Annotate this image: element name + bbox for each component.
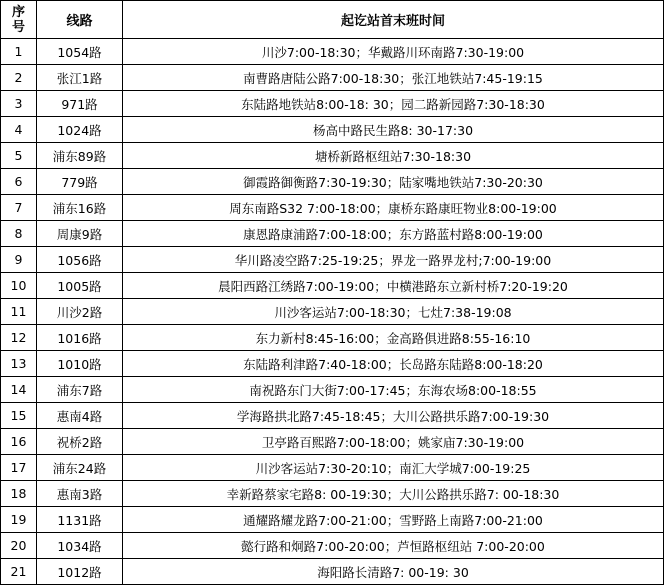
table-row [1,221,664,247]
times-cell: 东陆路利津路7:40-18:00；长岛路东陆路8:00-18:20 [123,351,664,377]
times-cell: 康恩路康浦路7:00-18:00；东方路蓝村路8:00-19:00 [123,221,664,247]
times-cell: 卫亭路百熙路7:00-18:00；姚家庙7:30-19:00 [123,429,664,455]
seq-cell: 2 [1,65,37,91]
route-cell: 浦东89路 [37,143,123,169]
seq-cell: 12 [1,325,37,351]
seq-cell: 9 [1,247,37,273]
route-cell: 971路 [37,91,123,117]
times-header: 起讫站首末班时间 [123,1,664,39]
times-cell: 杨高中路民生路8: 30-17:30 [123,117,664,143]
seq-header-bottom: 号 [11,19,25,35]
seq-cell: 7 [1,195,37,221]
times-cell: 川沙客运站7:00-18:30；七灶7:38-19:08 [123,299,664,325]
route-cell: 1034路 [37,533,123,559]
table-row [1,351,664,377]
route-cell: 779路 [37,169,123,195]
seq-cell: 8 [1,221,37,247]
seq-cell: 16 [1,429,37,455]
table-row [1,429,664,455]
seq-cell: 5 [1,143,37,169]
table-row [1,325,664,351]
route-cell: 浦东7路 [37,377,123,403]
seq-header [1,1,37,39]
seq-cell: 11 [1,299,37,325]
times-cell: 周东南路S32 7:00-18:00；康桥东路康旺物业8:00-19:00 [123,195,664,221]
route-cell: 惠南3路 [37,481,123,507]
seq-cell: 6 [1,169,37,195]
table-row [1,39,664,65]
route-cell: 1016路 [37,325,123,351]
times-cell: 晨阳西路江绣路7:00-19:00；中横港路东立新村桥7:20-19:20 [123,273,664,299]
table-row [1,481,664,507]
table-row [1,559,664,585]
table-row [1,169,664,195]
table-row [1,117,664,143]
table-row [1,65,664,91]
route-cell: 祝桥2路 [37,429,123,455]
seq-header-top: 序 [11,4,25,20]
times-cell: 海阳路长清路7: 00-19: 30 [123,559,664,585]
times-cell: 川沙7:00-18:30；华戴路川环南路7:30-19:00 [123,39,664,65]
route-cell: 川沙2路 [37,299,123,325]
route-cell: 周康9路 [37,221,123,247]
seq-cell: 15 [1,403,37,429]
times-cell: 懿行路和炯路7:00-20:00；芦恒路枢纽站 7:00-20:00 [123,533,664,559]
table-row [1,507,664,533]
route-cell: 张江1路 [37,65,123,91]
seq-cell: 19 [1,507,37,533]
route-cell: 惠南4路 [37,403,123,429]
seq-cell: 1 [1,39,37,65]
table-row [1,143,664,169]
route-cell: 1054路 [37,39,123,65]
route-cell: 1012路 [37,559,123,585]
table-row [1,273,664,299]
route-cell: 浦东24路 [37,455,123,481]
times-cell: 御霞路御衡路7:30-19:30；陆家嘴地铁站7:30-20:30 [123,169,664,195]
table-row [1,403,664,429]
seq-cell: 17 [1,455,37,481]
times-cell: 幸新路蔡家宅路8: 00-19:30；大川公路拱乐路7: 00-18:30 [123,481,664,507]
route-cell: 1005路 [37,273,123,299]
route-cell: 1131路 [37,507,123,533]
table-row [1,299,664,325]
times-cell: 华川路凌空路7:25-19:25；界龙一路界龙村;7:00-19:00 [123,247,664,273]
times-cell: 学海路拱北路7:45-18:45；大川公路拱乐路7:00-19:30 [123,403,664,429]
times-cell: 南祝路东门大街7:00-17:45；东海农场8:00-18:55 [123,377,664,403]
times-cell: 川沙客运站7:30-20:10；南汇大学城7:00-19:25 [123,455,664,481]
times-cell: 通耀路耀龙路7:00-21:00；雪野路上南路7:00-21:00 [123,507,664,533]
route-header: 线路 [37,1,123,39]
seq-cell: 4 [1,117,37,143]
times-cell: 塘桥新路枢纽站7:30-18:30 [123,143,664,169]
header-row [1,1,664,39]
table-row [1,533,664,559]
times-cell: 东力新村8:45-16:00；金高路俱进路8:55-16:10 [123,325,664,351]
seq-cell: 14 [1,377,37,403]
table-row [1,247,664,273]
seq-cell: 21 [1,559,37,585]
seq-cell: 20 [1,533,37,559]
table-row [1,195,664,221]
table-row [1,455,664,481]
seq-cell: 10 [1,273,37,299]
seq-cell: 3 [1,91,37,117]
seq-cell: 13 [1,351,37,377]
route-cell: 浦东16路 [37,195,123,221]
route-cell: 1024路 [37,117,123,143]
times-cell: 南曹路唐陆公路7:00-18:30；张江地铁站7:45-19:15 [123,65,664,91]
route-cell: 1056路 [37,247,123,273]
table-row [1,91,664,117]
table-row [1,377,664,403]
route-cell: 1010路 [37,351,123,377]
times-cell: 东陆路地铁站8:00-18: 30；园二路新园路7:30-18:30 [123,91,664,117]
seq-cell: 18 [1,481,37,507]
